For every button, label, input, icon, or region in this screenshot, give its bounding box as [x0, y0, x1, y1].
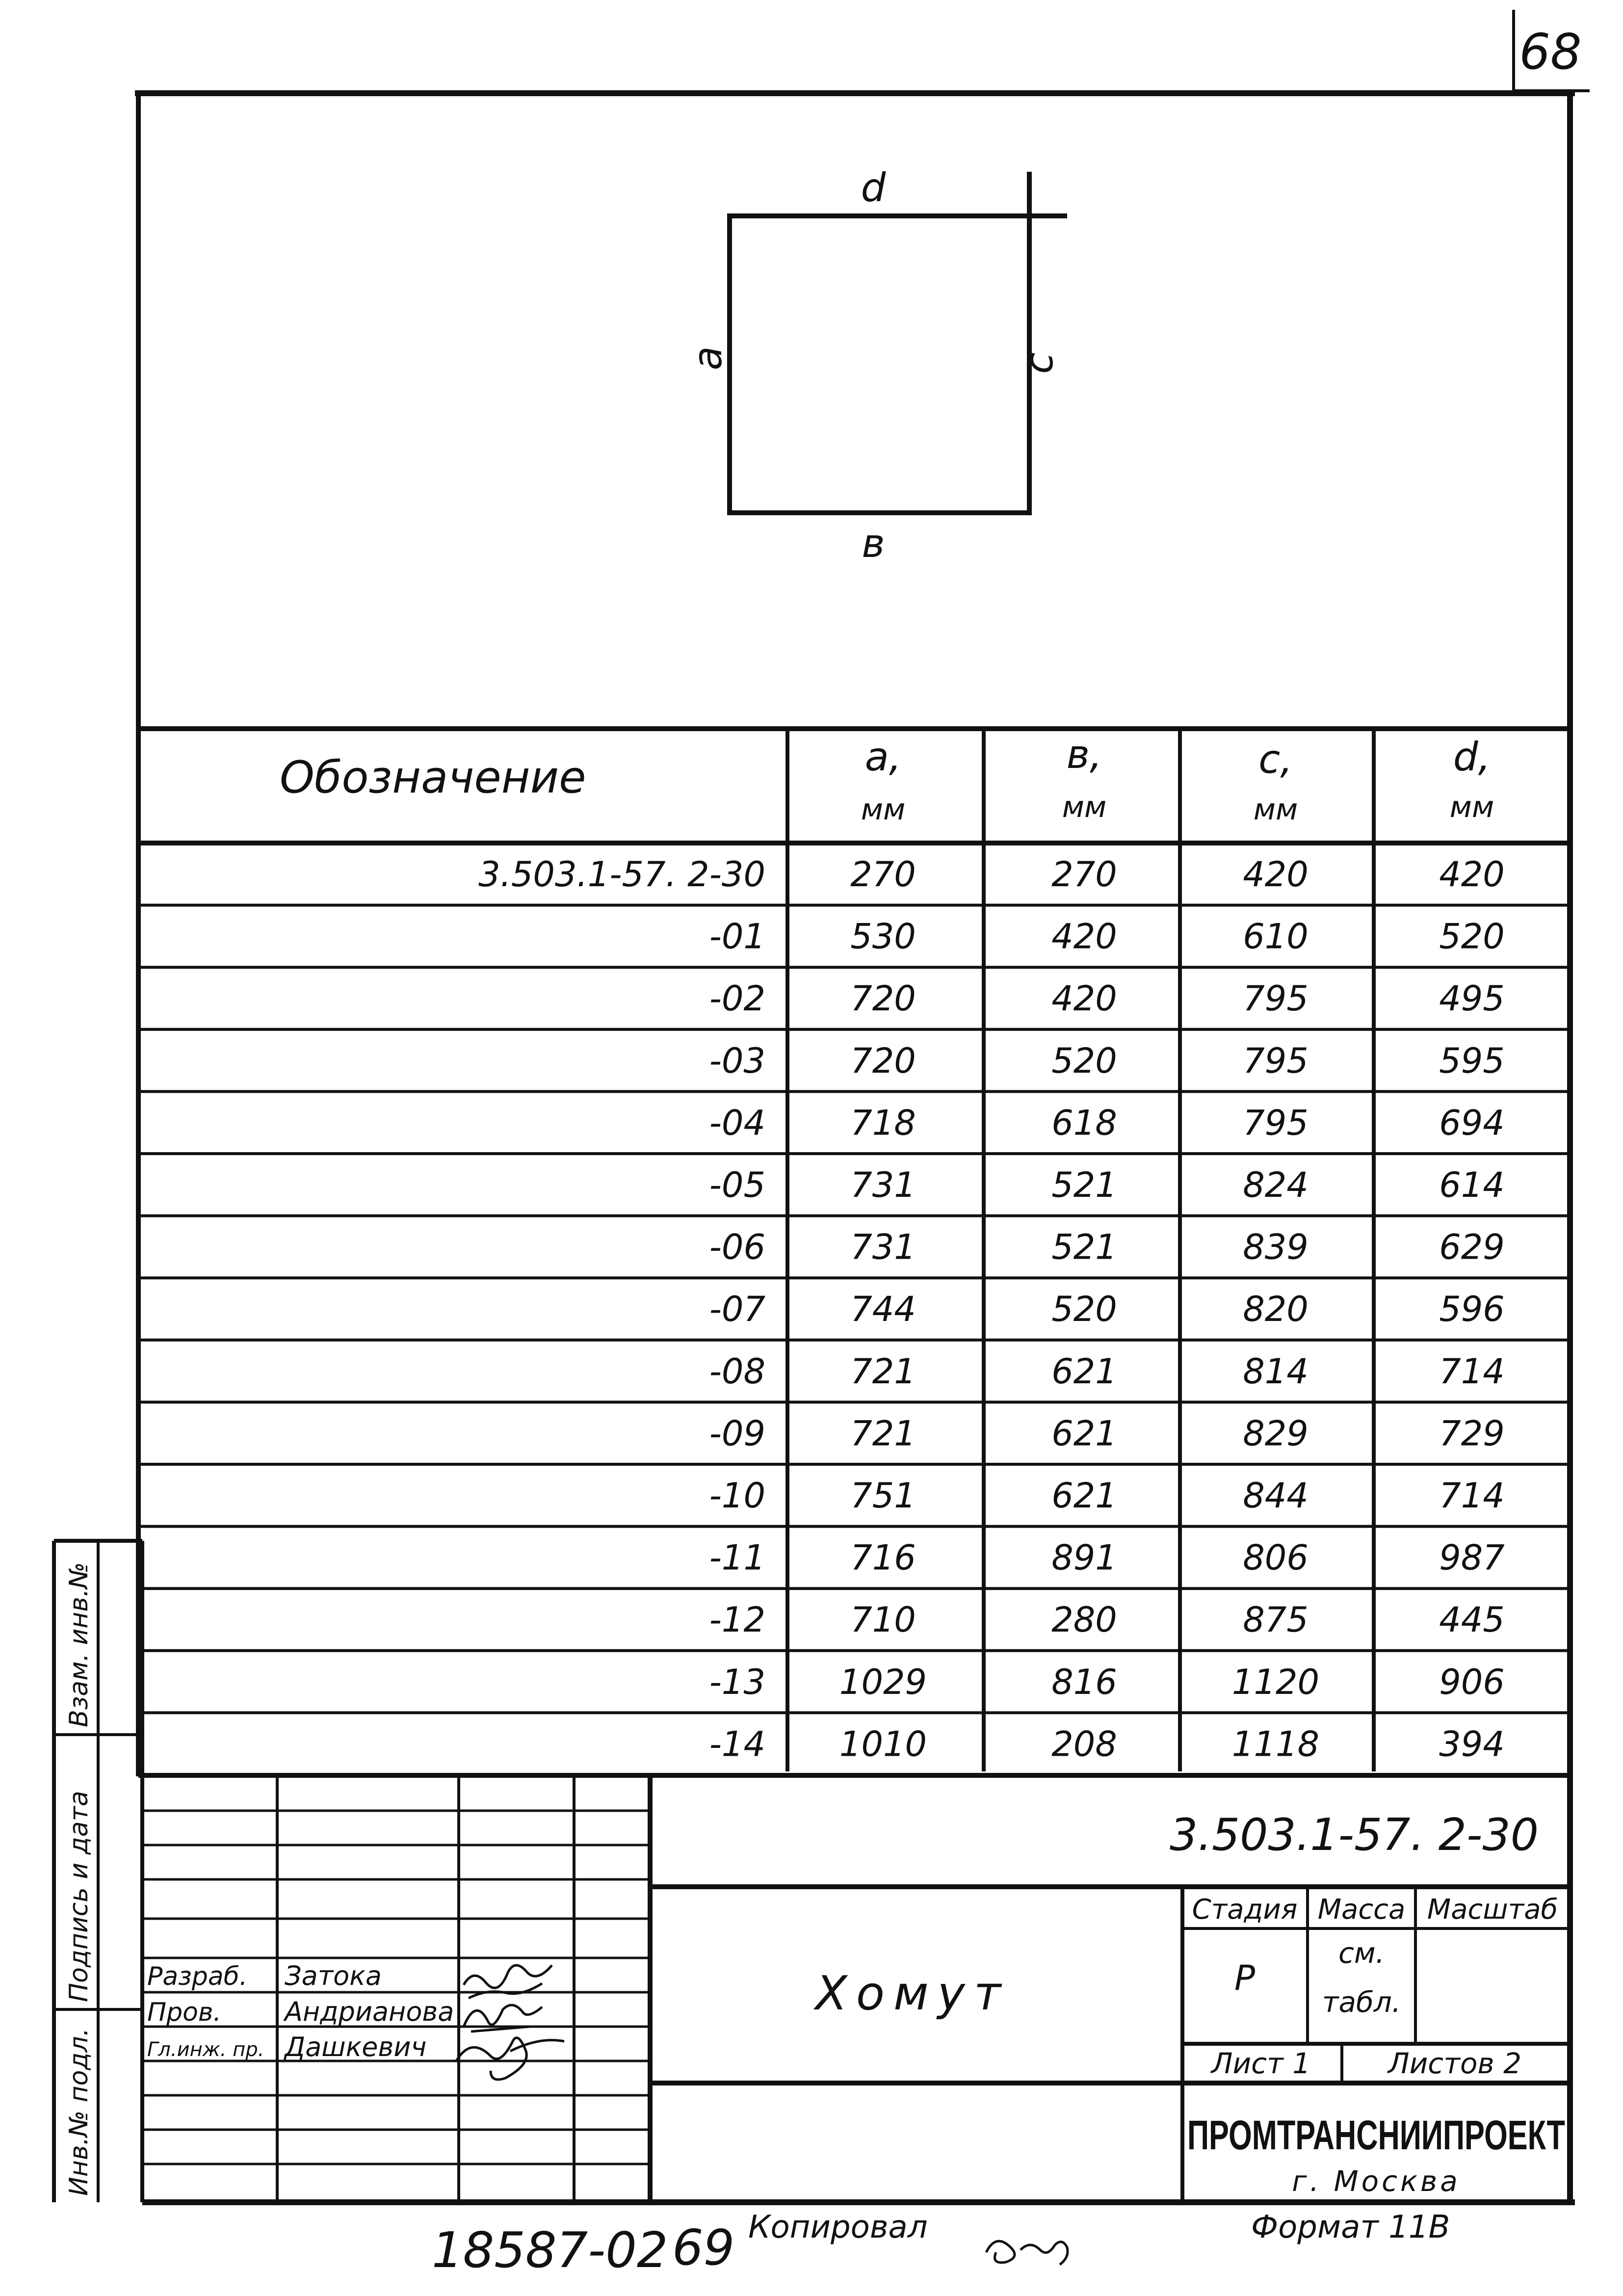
cell-a: 720: [850, 978, 916, 1019]
row-designation: -12: [709, 1600, 765, 1640]
table-row: [709, 917, 1505, 957]
cell-c: 1120: [1231, 1662, 1320, 1702]
signature-role: Разраб.: [147, 1962, 248, 1991]
mass-header: Масса: [1317, 1894, 1406, 1926]
cell-a: 731: [850, 1227, 916, 1267]
side-label-replacement: Взам. инв.№: [64, 1562, 94, 1727]
copier-signature: [986, 2241, 1068, 2265]
cell-d: 714: [1439, 1476, 1505, 1516]
table-row: [709, 1227, 1505, 1267]
cell-b: 520: [1051, 1040, 1117, 1081]
archive-number: 18587-02: [432, 2221, 668, 2279]
footer: [432, 2209, 1450, 2279]
cell-b: 618: [1051, 1103, 1117, 1143]
header-b-unit: мм: [1062, 790, 1107, 824]
signature-role: Пров.: [147, 1998, 222, 2027]
row-designation: -06: [709, 1227, 765, 1267]
row-designation: -14: [709, 1724, 765, 1765]
cell-a: 720: [850, 1040, 916, 1081]
cell-b: 816: [1051, 1662, 1117, 1702]
cell-b: 420: [1051, 916, 1117, 957]
cell-c: 844: [1243, 1476, 1309, 1516]
cell-c: 806: [1243, 1537, 1309, 1578]
title-block: [138, 1775, 1570, 2202]
cell-c: 795: [1243, 1103, 1309, 1143]
cell-b: 521: [1051, 1165, 1117, 1205]
table-row: [709, 1476, 1505, 1516]
table-row: [709, 1724, 1505, 1764]
cell-c: 420: [1243, 854, 1309, 895]
cell-d: 729: [1439, 1413, 1505, 1454]
row-designation: -11: [709, 1537, 765, 1578]
table-row: [709, 1413, 1505, 1453]
header-designation: Обозначение: [280, 752, 586, 803]
table-row: [709, 1103, 1505, 1143]
cell-d: 906: [1439, 1662, 1505, 1702]
side-stamp: [54, 1541, 142, 2202]
footer-page-number: 69: [672, 2219, 735, 2276]
header-a-unit: мм: [861, 792, 906, 827]
cell-b: 280: [1051, 1600, 1117, 1640]
stage-header: Стадия: [1192, 1894, 1298, 1926]
cell-c: 1118: [1231, 1724, 1320, 1765]
cell-a: 751: [850, 1476, 916, 1516]
cell-b: 270: [1051, 854, 1117, 895]
table-row: [709, 1165, 1505, 1205]
cell-d: 614: [1439, 1165, 1505, 1205]
cell-b: 621: [1051, 1476, 1117, 1516]
header-a: a,: [864, 734, 902, 780]
cell-a: 710: [850, 1600, 916, 1640]
table-row: [709, 1538, 1505, 1578]
cell-d: 520: [1439, 916, 1505, 957]
cell-d: 629: [1439, 1227, 1505, 1267]
table-row: [709, 1600, 1505, 1640]
cell-d: 394: [1439, 1724, 1505, 1765]
cell-c: 839: [1243, 1227, 1309, 1267]
mass-value-1: см.: [1338, 1936, 1385, 1970]
cell-a: 1029: [839, 1662, 927, 1702]
side-label-signature: Подпись и дата: [64, 1791, 94, 2002]
row-designation: -04: [709, 1103, 765, 1143]
table-row: [709, 1289, 1505, 1329]
row-designation: -02: [709, 978, 765, 1019]
signature-scribble-3: [456, 2038, 564, 2080]
page-number: 68: [1519, 23, 1582, 80]
header-d-unit: мм: [1449, 790, 1494, 824]
table-row: [709, 1662, 1505, 1702]
cell-c: 795: [1243, 978, 1309, 1019]
cell-b: 520: [1051, 1289, 1117, 1330]
signature-name: Затока: [285, 1960, 382, 1991]
format-label: Формат 11В: [1251, 2209, 1450, 2245]
cell-c: 795: [1243, 1040, 1309, 1081]
cell-b: 208: [1051, 1724, 1117, 1765]
header-c: c,: [1258, 737, 1293, 782]
cell-d: 445: [1439, 1600, 1505, 1640]
copied-label: Копировал: [748, 2209, 928, 2245]
row-designation: -03: [709, 1040, 765, 1081]
header-b: в,: [1066, 732, 1102, 777]
mass-value-2: табл.: [1322, 1985, 1401, 2019]
sheet-number: Лист 1: [1211, 2047, 1311, 2080]
row-designation: -01: [709, 916, 765, 957]
dimensions-table: [138, 729, 1570, 1771]
cell-a: 731: [850, 1165, 916, 1205]
item-name: Хомут: [815, 1967, 1010, 2021]
signature-role: Гл.инж. пр.: [147, 2038, 264, 2061]
row-designation: -13: [709, 1662, 765, 1702]
sheets-total: Листов 2: [1388, 2047, 1521, 2080]
cell-d: 694: [1439, 1103, 1505, 1143]
cell-a: 718: [850, 1103, 916, 1143]
row-designation: -07: [709, 1289, 765, 1330]
row-designation: -08: [709, 1351, 765, 1392]
cell-b: 420: [1051, 978, 1117, 1019]
page-number-box: [1514, 10, 1590, 91]
cell-b: 621: [1051, 1413, 1117, 1454]
cell-c: 829: [1243, 1413, 1309, 1454]
table-row: [709, 1351, 1505, 1392]
cell-a: 744: [850, 1289, 916, 1330]
cell-a: 721: [850, 1413, 916, 1454]
sketch-label-a: a: [685, 346, 731, 370]
cell-b: 891: [1051, 1537, 1117, 1578]
cell-d: 420: [1439, 854, 1505, 895]
cell-b: 621: [1051, 1351, 1117, 1392]
stage-value: Р: [1234, 1958, 1256, 1998]
table-row: [709, 978, 1505, 1019]
cell-b: 521: [1051, 1227, 1117, 1267]
row-designation: 3.503.1-57. 2-30: [478, 854, 765, 895]
table-row: [709, 1041, 1505, 1081]
sketch-label-b: в: [862, 521, 885, 566]
cell-a: 721: [850, 1351, 916, 1392]
header-d: d,: [1453, 734, 1491, 780]
row-designation: -09: [709, 1413, 765, 1454]
sketch-label-c: c: [1016, 352, 1062, 374]
doc-code: 3.503.1-57. 2-30: [1170, 1809, 1539, 1861]
cell-c: 610: [1243, 916, 1309, 957]
cell-d: 987: [1439, 1537, 1505, 1578]
signature-name: Дашкевич: [285, 2032, 427, 2062]
org-city: г. Москва: [1292, 2164, 1461, 2198]
row-designation: -10: [709, 1476, 765, 1516]
org-name: ПРОМТРАНСНИИПРОЕКТ: [1187, 2112, 1565, 2158]
signature-name: Андрианова: [285, 1996, 454, 2027]
sketch-label-d: d: [861, 165, 886, 211]
header-c-unit: мм: [1253, 792, 1298, 827]
cell-d: 714: [1439, 1351, 1505, 1392]
cell-d: 596: [1439, 1289, 1505, 1330]
cell-a: 530: [850, 916, 916, 957]
cell-c: 875: [1243, 1600, 1309, 1640]
scale-header: Масштаб: [1427, 1894, 1558, 1926]
cell-d: 595: [1439, 1040, 1505, 1081]
cell-a: 270: [850, 854, 916, 895]
cell-a: 1010: [839, 1724, 927, 1765]
cell-a: 716: [850, 1537, 916, 1578]
table-row: [478, 854, 1505, 895]
cell-d: 495: [1439, 978, 1505, 1019]
cell-c: 824: [1243, 1165, 1309, 1205]
clamp-sketch: [685, 165, 1067, 566]
row-designation: -05: [709, 1165, 765, 1205]
cell-c: 814: [1243, 1351, 1309, 1392]
side-label-inventory: Инв.№ подл.: [64, 2028, 94, 2196]
cell-c: 820: [1243, 1289, 1309, 1330]
